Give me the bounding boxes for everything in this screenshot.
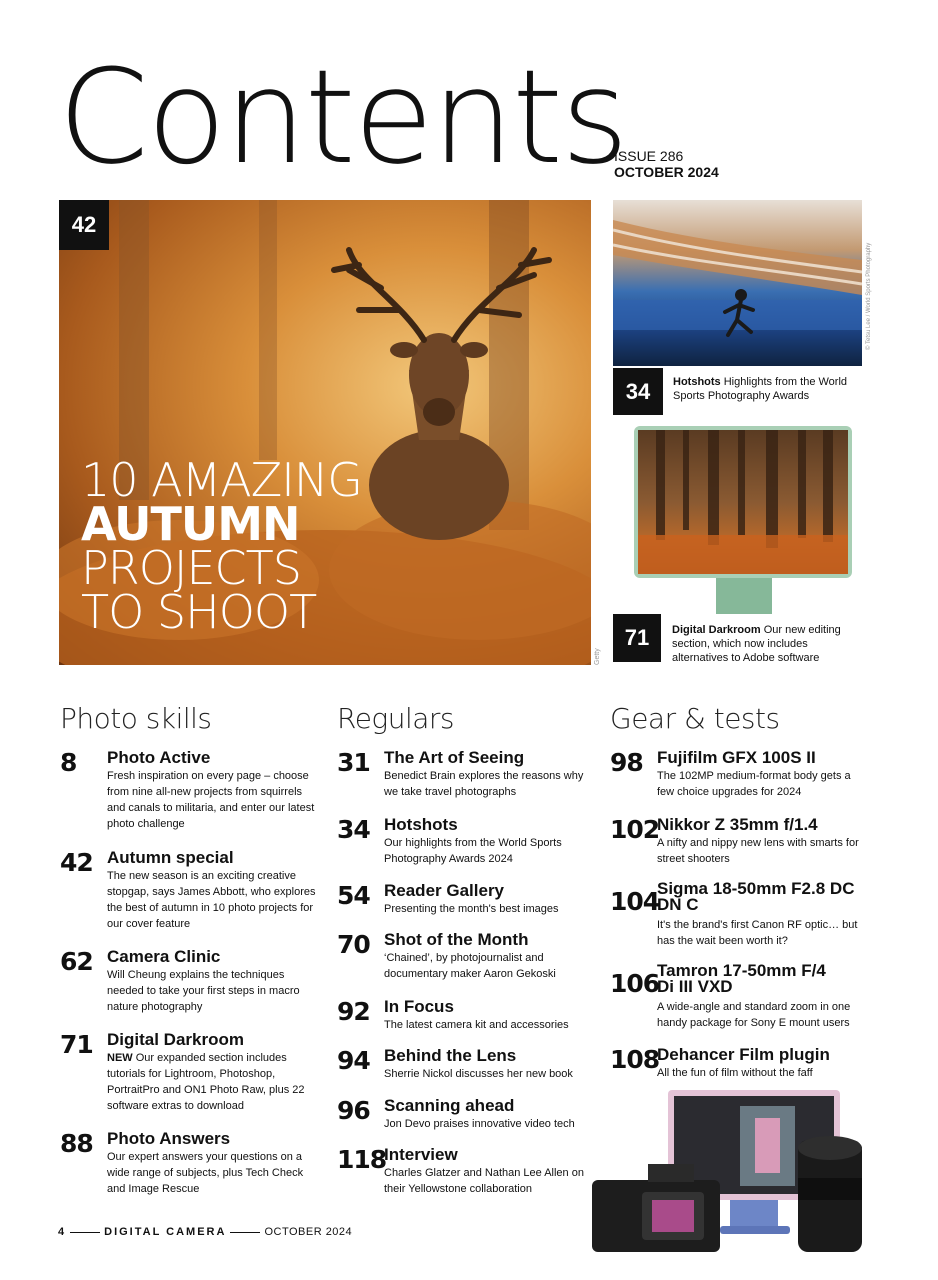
forest-screen xyxy=(638,430,848,574)
entry-title: Reader Gallery xyxy=(384,881,505,900)
entry-title: Tamron 17-50mm F/4 Di III VXD xyxy=(657,961,826,996)
entry-page-number: 102 xyxy=(610,815,660,844)
entry-page-number: 70 xyxy=(337,930,370,959)
column-heading-photo-skills: Photo skills xyxy=(60,702,212,735)
entry-description: Will Cheung explains the techniques needed to take your first steps in macro nature photography xyxy=(107,969,300,1013)
entry-title: Fujifilm GFX 100S II xyxy=(657,748,816,767)
entry-title: Photo Active xyxy=(107,748,211,767)
hotshots-desc: Highlights from the World Sports Photography Awards xyxy=(673,376,848,402)
gear-products-illustration xyxy=(590,1088,880,1258)
footer-magazine-name: DIGITAL CAMERA xyxy=(104,1226,227,1238)
entry-page-number: 8 xyxy=(60,748,77,777)
entry-description: Sherrie Nickol discusses her new book xyxy=(384,1068,573,1080)
entry-description: Fresh inspiration on every page – choose from nine all-new projects from squirrels and canals to militaria, and enter our latest photo challenge xyxy=(107,770,315,830)
entry-description: The new season is an exciting creative stopgap, says James Abbott, who explores the best of autumn in 10 photo projects for our cover feature xyxy=(107,870,316,930)
entry-title: Nikkor Z 35mm f/1.4 xyxy=(657,815,818,834)
entry-title: Sigma 18-50mm F2.8 DC DN C xyxy=(657,879,855,914)
forest-illustration xyxy=(638,430,848,574)
entry-description: Charles Glatzer and Nathan Lee Allen on their Yellowstone collaboration xyxy=(384,1167,584,1195)
entry-page-number: 42 xyxy=(60,848,93,877)
entry-page-number: 71 xyxy=(60,1030,93,1059)
entry-page-number: 31 xyxy=(337,748,370,777)
entry-page-number: 98 xyxy=(610,748,643,777)
hotshots-credit: © Tetsu Lee / World Sports Photography xyxy=(866,242,872,350)
entry-title: Hotshots xyxy=(384,815,458,834)
runner-illustration xyxy=(613,200,862,366)
entry-title: Shot of the Month xyxy=(384,930,529,949)
hotshots-image[interactable] xyxy=(613,200,862,366)
entry-page-number: 118 xyxy=(337,1145,387,1174)
entry-description: All the fun of film without the faff xyxy=(657,1067,813,1079)
entry-description: Benedict Brain explores the reasons why we take travel photographs xyxy=(384,770,584,798)
entry-description: Presenting the month's best images xyxy=(384,903,559,915)
entry-description xyxy=(107,1050,317,1114)
entry-page-number: 34 xyxy=(337,815,370,844)
entry-title: Behind the Lens xyxy=(384,1046,517,1065)
hotshots-title: Hotshots xyxy=(673,376,721,388)
footer-divider xyxy=(70,1232,100,1233)
page-footer xyxy=(58,1226,352,1238)
issue-number: ISSUE 286 xyxy=(614,148,684,164)
entry-page-number: 106 xyxy=(610,969,660,998)
cover-feature-image[interactable] xyxy=(59,200,591,665)
entry-title: In Focus xyxy=(384,997,454,1016)
entry-description: It's the brand's first Canon RF optic… but has the wait been worth it? xyxy=(657,919,858,947)
entry-title: Photo Answers xyxy=(107,1129,231,1148)
footer-date: OCTOBER 2024 xyxy=(264,1226,353,1238)
entry-description: The 102MP medium-format body gets a few choice upgrades for 2024 xyxy=(657,770,851,798)
entry-page-number: 94 xyxy=(337,1046,370,1075)
hotshots-page-number: 34 xyxy=(613,368,663,415)
entry-description: Our highlights from the World Sports Photography Awards 2024 xyxy=(384,837,562,865)
hotshots-caption xyxy=(673,375,863,403)
footer-page-number: 4 xyxy=(58,1226,67,1238)
cover-headline-line3: PROJECTS xyxy=(81,541,301,595)
darkroom-desc: Our new editing section, which now includes alternatives to Adobe software xyxy=(672,624,841,664)
entry-description: Jon Devo praises innovative video tech xyxy=(384,1118,575,1130)
entry-page-number: 88 xyxy=(60,1129,93,1158)
imac-stand xyxy=(716,578,772,614)
issue-info xyxy=(614,148,719,180)
entry-page-number: 104 xyxy=(610,887,660,916)
cover-headline-line2: AUTUMN xyxy=(81,497,300,551)
column-heading-regulars: Regulars xyxy=(337,702,455,735)
entry-title: Scanning ahead xyxy=(384,1096,515,1115)
darkroom-page-number: 71 xyxy=(613,614,661,662)
cover-page-number: 42 xyxy=(59,200,109,250)
entry-page-number: 96 xyxy=(337,1096,370,1125)
cover-credit: Getty xyxy=(594,648,601,665)
entry-title: Interview xyxy=(384,1145,458,1164)
entry-title: The Art of Seeing xyxy=(384,748,525,767)
cover-headline-line4: TO SHOOT xyxy=(81,585,317,639)
entry-description: A wide-angle and standard zoom in one handy package for Sony E mount users xyxy=(657,1001,851,1029)
issue-date: OCTOBER 2024 xyxy=(614,164,719,180)
entry-title: Digital Darkroom xyxy=(107,1030,244,1049)
entry-description: A nifty and nippy new lens with smarts for street shooters xyxy=(657,837,859,865)
entry-page-number: 54 xyxy=(337,881,370,910)
entry-page-number: 62 xyxy=(60,947,93,976)
page-title: Contents xyxy=(58,41,627,193)
entry-page-number: 108 xyxy=(610,1045,660,1074)
entry-description: ‘Chained’, by photojournalist and documentary maker Aaron Gekoski xyxy=(384,952,556,980)
new-badge: NEW xyxy=(107,1052,133,1064)
footer-divider xyxy=(230,1232,260,1233)
column-heading-gear-tests: Gear & tests xyxy=(610,702,780,735)
imac-monitor-image[interactable] xyxy=(634,426,852,578)
entry-description: The latest camera kit and accessories xyxy=(384,1019,569,1031)
darkroom-title: Digital Darkroom xyxy=(672,624,761,636)
entry-description: Our expert answers your questions on a wide range of subjects, plus Tech Check and Image Rescue xyxy=(107,1151,304,1195)
entry-title: Autumn special xyxy=(107,848,234,867)
entry-title: Dehancer Film plugin xyxy=(657,1045,830,1064)
darkroom-caption xyxy=(672,623,862,665)
entry-description-text: Our expanded section includes tutorials for Lightroom, Photoshop, PortraitPro and ON1 Photo Raw, plus 22 software extras to download xyxy=(107,1052,305,1112)
entry-title: Camera Clinic xyxy=(107,947,221,966)
cover-headline xyxy=(81,453,362,639)
cover-headline-line1: 10 AMAZING xyxy=(81,453,362,507)
entry-page-number: 92 xyxy=(337,997,370,1026)
